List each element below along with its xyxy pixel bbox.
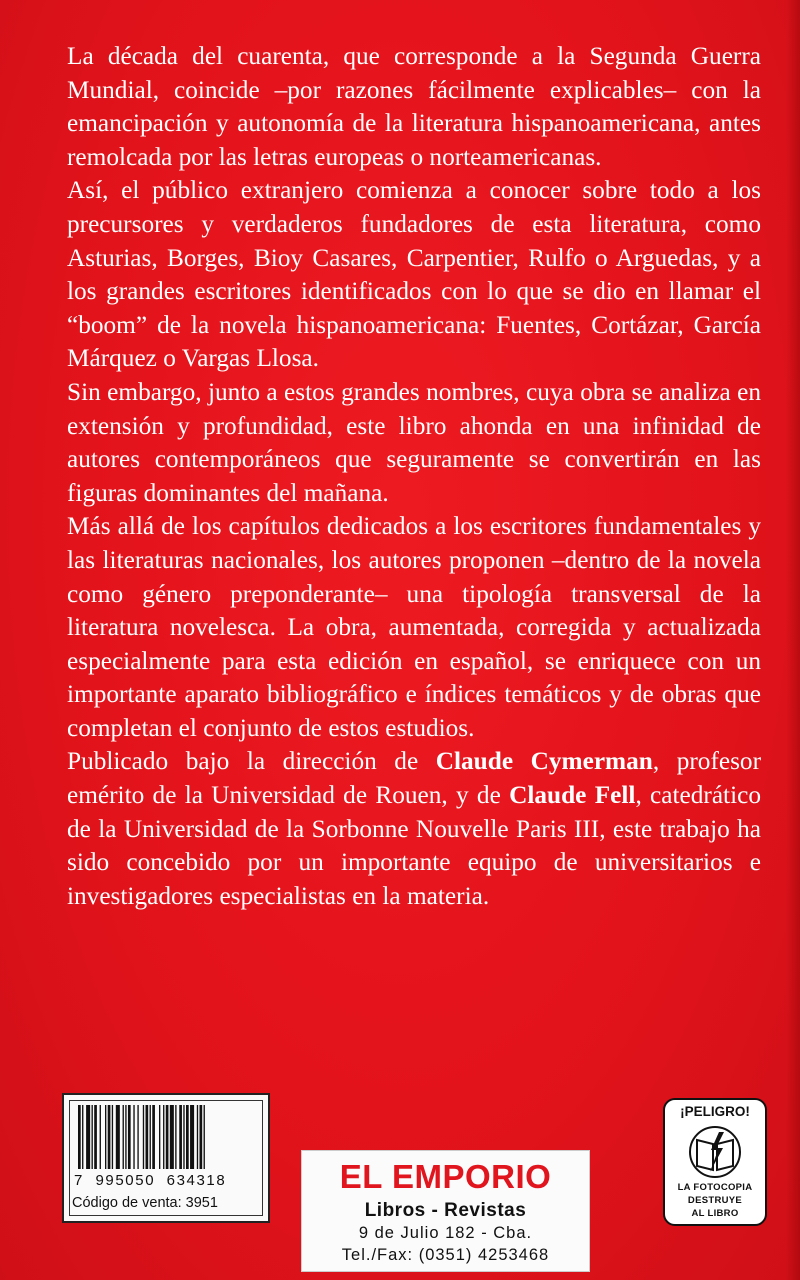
warning-line-3: AL LIBRO — [691, 1208, 739, 1219]
warning-title: ¡PELIGRO! — [680, 1104, 750, 1119]
photocopy-warning-badge — [663, 1098, 767, 1226]
store-name: EL EMPORIO — [339, 1158, 552, 1195]
broken-book-icon — [683, 1124, 747, 1180]
author-name-1: Claude Cymerman — [435, 747, 653, 776]
paragraph-1: La década del cuarenta, que corresponde a la Segunda Guerra Mundial, coincide –por razones fácilmente explicables– con la emancipación y autonomía de la literatura hispanoamericana, antes remolcada por las letras europeas o norteamericanas. — [67, 42, 761, 171]
barcode-sticker — [62, 1093, 270, 1223]
author-name-2: Claude Fell — [509, 781, 636, 810]
warning-line-1: LA FOTOCOPIA — [677, 1182, 753, 1193]
sale-code-label: Código de venta: 3951 — [72, 1195, 218, 1211]
p5-middle: , profesor emérito de la Universidad de Rouen, y de — [67, 747, 762, 810]
paragraph-5 — [67, 745, 761, 913]
spine-shadow — [786, 0, 800, 1280]
store-phone: Tel./Fax: (0351) 4253468 — [341, 1246, 550, 1264]
barcode-bars — [76, 1105, 250, 1169]
p5-after: , catedrático de la Universidad de la Sorbonne Nouvelle Paris III, este trabajo ha sido concebido por un importante equipo de universitarios e investigadores especialistas en la materia. — [67, 781, 761, 910]
warning-line-2: DESTRUYE — [687, 1195, 743, 1206]
back-cover-text — [67, 40, 761, 913]
paragraph-3: Sin embargo, junto a estos grandes nombres, cuya obra se analiza en extensión y profundidad, este libro ahonda en una infinidad de autores contemporáneos que seguramente se convertirán en las figuras dominantes del mañana. — [67, 377, 761, 507]
bookstore-sticker — [301, 1150, 590, 1272]
barcode-number: 7 995050 634318 — [74, 1172, 227, 1189]
paragraph-2: Así, el público extranjero comienza a conocer sobre todo a los precursores y verdaderos fundadores de esta literatura, como Asturias, Borges, Bioy Casares, Carpentier, Rulfo o Arguedas, y a los grandes escritores identificados con lo que se dio en llamar el “boom” de la novela hispanoamericana: Fuentes, Cortázar, García Márquez o Vargas Llosa. — [67, 176, 761, 373]
p5-before: Publicado bajo la dirección de — [67, 747, 436, 776]
store-address: 9 de Julio 182 - Cba. — [358, 1224, 533, 1242]
store-category: Libros - Revistas — [364, 1200, 527, 1221]
paragraph-4: Más allá de los capítulos dedicados a los escritores fundamentales y las literaturas nacionales, los autores proponen –dentro de la novela como género preponderante– una tipología transversal de la literatura novelesca. La obra, aumentada, corregida y actualizada especialmente para esta edición en español, se enriquece con un importante aparato bibliográfico e índices temáticos y de obras que completan el conjunto de estos estudios. — [67, 512, 761, 742]
